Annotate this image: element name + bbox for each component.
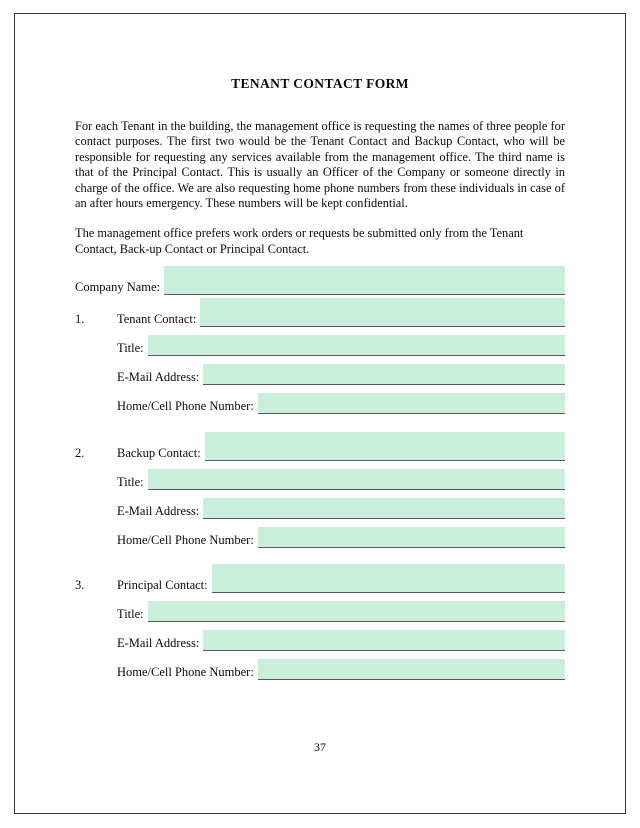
email-row xyxy=(75,490,565,519)
email-label: E-Mail Address: xyxy=(117,370,200,385)
company-name-row xyxy=(75,266,565,295)
backup-title-field[interactable] xyxy=(148,469,565,490)
principal-contact-label: Principal Contact: xyxy=(117,578,208,593)
submission-policy-paragraph: The management office prefers work orders or requests be submitted only from the Tenant Contact, Back-up Contact or Principal Contact. xyxy=(75,226,524,256)
backup-contact-field[interactable] xyxy=(205,432,565,461)
item-number: 1. xyxy=(75,312,85,327)
form-title: TENANT CONTACT FORM xyxy=(231,76,409,91)
phone-row xyxy=(75,519,565,548)
backup-email-field[interactable] xyxy=(203,498,565,519)
tenant-title-field[interactable] xyxy=(148,335,565,356)
tenant-email-field[interactable] xyxy=(203,364,565,385)
title-row xyxy=(75,593,565,622)
title-label: Title: xyxy=(117,475,144,490)
item-number: 2. xyxy=(75,446,85,461)
contact-group-tenant xyxy=(75,298,565,414)
tenant-contact-label: Tenant Contact: xyxy=(117,312,197,327)
tenant-phone-field[interactable] xyxy=(258,393,565,414)
title-row xyxy=(75,461,565,490)
phone-row xyxy=(75,651,565,680)
page-content xyxy=(75,14,565,680)
principal-email-field[interactable] xyxy=(203,630,565,651)
title-label: Title: xyxy=(117,607,144,622)
phone-label: Home/Cell Phone Number: xyxy=(117,533,254,548)
contact-row xyxy=(75,564,565,593)
item-number: 3. xyxy=(75,578,85,593)
contact-group-backup xyxy=(75,432,565,548)
backup-phone-field[interactable] xyxy=(258,527,565,548)
phone-label: Home/Cell Phone Number: xyxy=(117,665,254,680)
tenant-contact-field[interactable] xyxy=(200,298,565,327)
contact-group-principal xyxy=(75,564,565,680)
contact-row xyxy=(75,298,565,327)
company-name-label: Company Name: xyxy=(75,280,161,295)
backup-contact-label: Backup Contact: xyxy=(117,446,201,461)
email-label: E-Mail Address: xyxy=(117,636,200,651)
intro-paragraph: For each Tenant in the building, the management office is requesting the names of three people for contact purposes. The first two would be the Tenant Contact and Backup Contact, who will be responsible for requesting any services available from the management office. The third name is that of the Principal Contact. This is usually an Officer of the Company or someone directly in charge of the office. We are also requesting home phone numbers from these individuals in case of an after hours emergency. These numbers will be kept confidential. xyxy=(75,119,565,211)
phone-label: Home/Cell Phone Number: xyxy=(117,399,254,414)
company-name-field[interactable] xyxy=(164,266,565,295)
principal-contact-field[interactable] xyxy=(212,564,565,593)
title-row xyxy=(75,327,565,356)
contact-row xyxy=(75,432,565,461)
email-row xyxy=(75,356,565,385)
phone-row xyxy=(75,385,565,414)
page-number: 37 xyxy=(314,740,326,754)
principal-phone-field[interactable] xyxy=(258,659,565,680)
email-row xyxy=(75,622,565,651)
document-page xyxy=(14,13,626,814)
email-label: E-Mail Address: xyxy=(117,504,200,519)
principal-title-field[interactable] xyxy=(148,601,565,622)
title-label: Title: xyxy=(117,341,144,356)
